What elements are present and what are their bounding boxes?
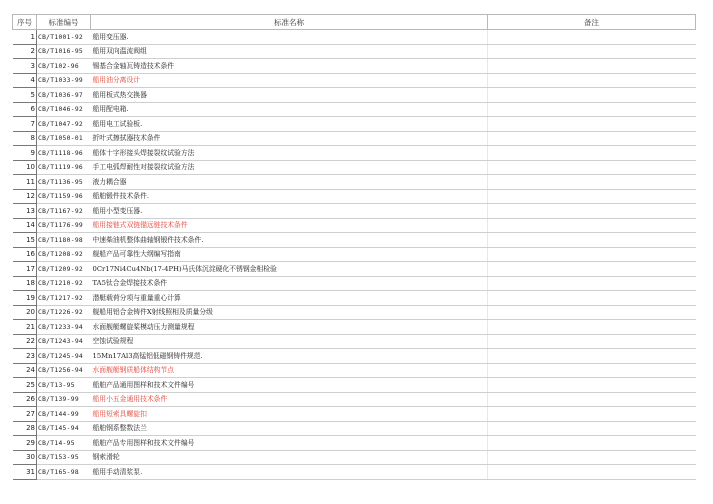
row-number: 5 (13, 88, 37, 103)
standards-table (12, 14, 696, 480)
table-row (13, 291, 696, 306)
standard-code: CB/T1208-92 (37, 247, 91, 262)
row-number: 24 (13, 363, 37, 378)
standard-name: 船用板式热交换器 (91, 88, 488, 103)
remark-cell (488, 392, 696, 407)
standard-name: 船舶钢系整数法兰 (91, 421, 488, 436)
standard-code: CB/T1209-92 (37, 262, 91, 277)
row-number: 28 (13, 421, 37, 436)
standard-code: CB/T1243-94 (37, 334, 91, 349)
standard-code: CB/T1046-92 (37, 102, 91, 117)
standard-code: CB/T1036-97 (37, 88, 91, 103)
table-row (13, 262, 696, 277)
row-number: 21 (13, 320, 37, 335)
table-row (13, 465, 696, 480)
standard-name: 船用配电箱. (91, 102, 488, 117)
remark-cell (488, 160, 696, 175)
row-number: 10 (13, 160, 37, 175)
table-row (13, 320, 696, 335)
row-number: 26 (13, 392, 37, 407)
table-row (13, 146, 696, 161)
remark-cell (488, 276, 696, 291)
standard-name: 船用电工试验板. (91, 117, 488, 132)
table-row (13, 218, 696, 233)
standard-name: 液力耦合器 (91, 175, 488, 190)
table-row (13, 392, 696, 407)
standard-name: 水面舰艇钢质船体结构节点 (91, 363, 488, 378)
remark-cell (488, 59, 696, 74)
row-number: 29 (13, 436, 37, 451)
table-row (13, 363, 696, 378)
table-row (13, 102, 696, 117)
standard-name: 手工电弧焊耐性对接裂纹试验方法 (91, 160, 488, 175)
row-number: 13 (13, 204, 37, 219)
remark-cell (488, 291, 696, 306)
standard-code: CB/T1001-92 (37, 30, 91, 45)
remark-cell (488, 407, 696, 422)
standard-code: CB/T1159-96 (37, 189, 91, 204)
standard-code: CB/T145-94 (37, 421, 91, 436)
remark-cell (488, 305, 696, 320)
table-row (13, 378, 696, 393)
remark-cell (488, 44, 696, 59)
remark-cell (488, 262, 696, 277)
row-number: 15 (13, 233, 37, 248)
table-row (13, 407, 696, 422)
remark-cell (488, 204, 696, 219)
remark-cell (488, 320, 696, 335)
standard-name: 船用变压器. (91, 30, 488, 45)
standard-code: CB/T1210-92 (37, 276, 91, 291)
remark-cell (488, 349, 696, 364)
standard-name: 船舶锻件技术条件. (91, 189, 488, 204)
remark-cell (488, 378, 696, 393)
row-number: 19 (13, 291, 37, 306)
row-number: 7 (13, 117, 37, 132)
table-row (13, 175, 696, 190)
row-number: 17 (13, 262, 37, 277)
standard-code: CB/T1016-95 (37, 44, 91, 59)
standard-code: CB/T144-99 (37, 407, 91, 422)
remark-cell (488, 421, 696, 436)
standard-code: CB/T1119-96 (37, 160, 91, 175)
row-number: 6 (13, 102, 37, 117)
standard-name: 船用油分离设计 (91, 73, 488, 88)
standard-name: 船体十字形接头焊接裂纹试验方法 (91, 146, 488, 161)
row-number: 23 (13, 349, 37, 364)
table-row (13, 44, 696, 59)
remark-cell (488, 247, 696, 262)
standard-code: CB/T1047-92 (37, 117, 91, 132)
standard-code: CB/T1256-94 (37, 363, 91, 378)
standard-code: CB/T102-96 (37, 59, 91, 74)
table-row (13, 117, 696, 132)
standard-code: CB/T1033-99 (37, 73, 91, 88)
standard-name: 锡基合金轴瓦铸造技术条件 (91, 59, 488, 74)
header-name: 标准名称 (91, 15, 488, 30)
remark-cell (488, 363, 696, 378)
standard-name: 水面舰艇螺旋桨模动压力测量规程 (91, 320, 488, 335)
table-row (13, 436, 696, 451)
standard-name: 船用小型变压器. (91, 204, 488, 219)
standard-name: 折叶式擦拭器技术条件 (91, 131, 488, 146)
standard-code: CB/T1226-92 (37, 305, 91, 320)
row-number: 11 (13, 175, 37, 190)
row-number: 18 (13, 276, 37, 291)
standard-code: CB/T1217-92 (37, 291, 91, 306)
row-number: 9 (13, 146, 37, 161)
standard-code: CB/T1136-95 (37, 175, 91, 190)
standard-name: TA5钛合金焊接技术条件 (91, 276, 488, 291)
standard-name: 潜艇载荷分项与重量重心计算 (91, 291, 488, 306)
table-row (13, 421, 696, 436)
row-number: 12 (13, 189, 37, 204)
table-row (13, 276, 696, 291)
table-row (13, 189, 696, 204)
row-number: 20 (13, 305, 37, 320)
remark-cell (488, 436, 696, 451)
standard-code: CB/T1050-01 (37, 131, 91, 146)
remark-cell (488, 175, 696, 190)
remark-cell (488, 117, 696, 132)
standard-name: 船用接链式双链锚远链技术条件 (91, 218, 488, 233)
header-remark: 备注 (488, 15, 696, 30)
remark-cell (488, 189, 696, 204)
table-row (13, 305, 696, 320)
table-row (13, 450, 696, 465)
header-row (13, 15, 696, 30)
standard-code: CB/T139-99 (37, 392, 91, 407)
standard-name: 船舶产品通用图样和技术文件编号 (91, 378, 488, 393)
standard-name: 钢索滑轮 (91, 450, 488, 465)
standard-name: 15Mn17Al3高锰铝低磁钢铸件规范. (91, 349, 488, 364)
remark-cell (488, 218, 696, 233)
row-number: 30 (13, 450, 37, 465)
table-row (13, 131, 696, 146)
table-row (13, 349, 696, 364)
header-code: 标准编号 (37, 15, 91, 30)
table-row (13, 88, 696, 103)
standard-name: 舰船产品可靠性大纲编写指南 (91, 247, 488, 262)
remark-cell (488, 450, 696, 465)
standard-code: CB/T1180-98 (37, 233, 91, 248)
standard-name: 0Cr17Ni4Cu4Nb(17-4PH)马氏体沉淀硬化不锈钢金相检验 (91, 262, 488, 277)
remark-cell (488, 233, 696, 248)
standard-name: 船舶产品专用图样和技术文件编号 (91, 436, 488, 451)
row-number: 14 (13, 218, 37, 233)
table-row (13, 30, 696, 45)
table-row (13, 204, 696, 219)
row-number: 2 (13, 44, 37, 59)
standard-name: 空蚀试验规程 (91, 334, 488, 349)
standard-code: CB/T1176-99 (37, 218, 91, 233)
standard-name: 舰船用铝合金铸件X射线照相及质量分级 (91, 305, 488, 320)
row-number: 16 (13, 247, 37, 262)
standard-name: 船用小五金通用技术条件 (91, 392, 488, 407)
standard-name: 船用短索具螺旋扣 (91, 407, 488, 422)
row-number: 27 (13, 407, 37, 422)
standard-code: CB/T165-98 (37, 465, 91, 480)
row-number: 8 (13, 131, 37, 146)
standard-name: 中速柴油机整体曲轴钢锻件技术条件. (91, 233, 488, 248)
remark-cell (488, 102, 696, 117)
remark-cell (488, 131, 696, 146)
row-number: 22 (13, 334, 37, 349)
row-number: 1 (13, 30, 37, 45)
standard-name: 船用手动清浆泵. (91, 465, 488, 480)
standard-code: CB/T14-95 (37, 436, 91, 451)
row-number: 25 (13, 378, 37, 393)
remark-cell (488, 88, 696, 103)
standard-name: 船用双向温流阀组 (91, 44, 488, 59)
table-row (13, 247, 696, 262)
remark-cell (488, 73, 696, 88)
remark-cell (488, 30, 696, 45)
remark-cell (488, 465, 696, 480)
standard-code: CB/T1233-94 (37, 320, 91, 335)
remark-cell (488, 334, 696, 349)
table-row (13, 73, 696, 88)
standard-code: CB/T1245-94 (37, 349, 91, 364)
standard-code: CB/T1118-96 (37, 146, 91, 161)
header-seq: 序号 (13, 15, 37, 30)
standards-sheet (12, 14, 704, 480)
standard-code: CB/T153-95 (37, 450, 91, 465)
remark-cell (488, 146, 696, 161)
row-number: 4 (13, 73, 37, 88)
standard-code: CB/T13-95 (37, 378, 91, 393)
table-row (13, 334, 696, 349)
table-row (13, 59, 696, 74)
standard-code: CB/T1167-92 (37, 204, 91, 219)
row-number: 31 (13, 465, 37, 480)
table-row (13, 160, 696, 175)
row-number: 3 (13, 59, 37, 74)
table-row (13, 233, 696, 248)
